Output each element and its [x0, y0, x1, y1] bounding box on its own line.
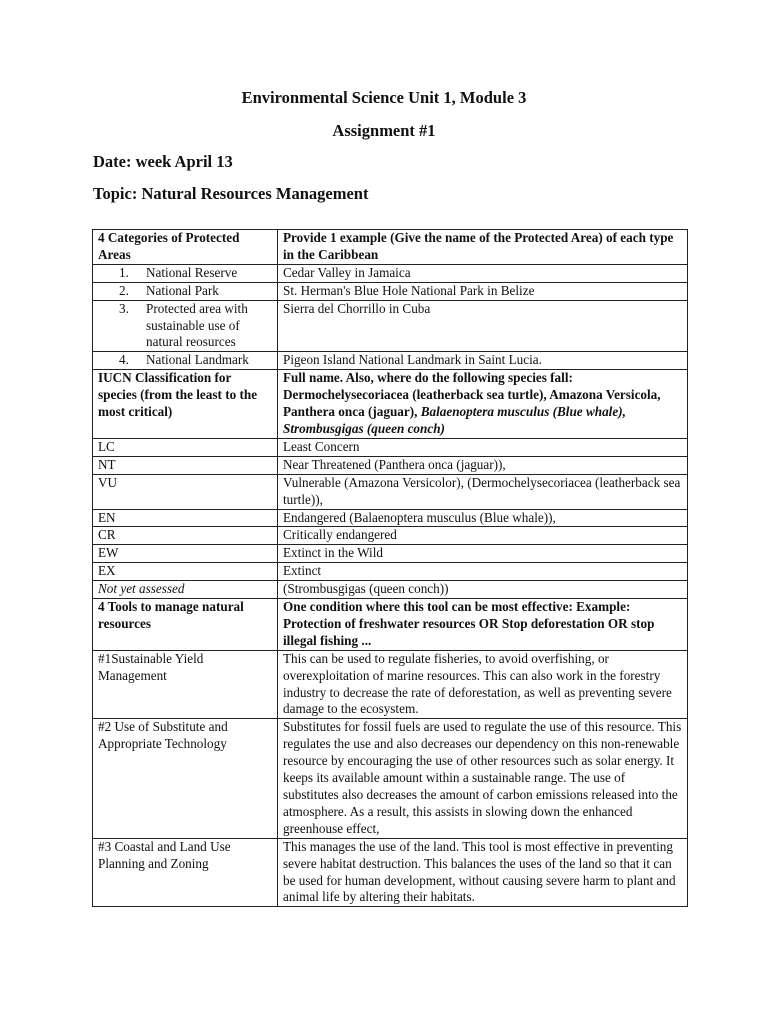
protected-area-example: Pigeon Island National Landmark in Saint Lucia. [278, 352, 688, 370]
protected-area-category [93, 352, 278, 370]
iucn-code: Not yet assessed [93, 581, 278, 599]
table-row [93, 230, 688, 265]
table-row [93, 719, 688, 838]
table-row [93, 563, 688, 581]
table-row [93, 650, 688, 719]
iucn-description: Extinct [278, 563, 688, 581]
assignment-table [92, 229, 688, 907]
tool-description: This can be used to regulate fisheries, to avoid overfishing, or overexploitation of marine resources. This can also work in the forestry industry to decrease the rate of deforestation, as well as preventing severe damage to the ecosystem. [278, 650, 688, 719]
category-label: National Reserve [146, 264, 238, 280]
table-row [93, 509, 688, 527]
table-row [93, 264, 688, 282]
iucn-header-italic-text: Balaenoptera musculus (Blue whale), Strombusgigas (queen conch) [283, 404, 626, 436]
table-row [93, 300, 688, 352]
iucn-code: NT [93, 456, 278, 474]
iucn-header-text: Full name. Also, where do the following species fall: Dermochelysecoriacea (leatherback sea turtle), Amazona Versicola, Panthera onca (jaguar), [283, 370, 661, 420]
category-label: National Park [146, 282, 219, 298]
protected-areas-header-left: 4 Categories of Protected Areas [93, 230, 278, 265]
iucn-description: Least Concern [278, 438, 688, 456]
list-number: 4. [119, 352, 129, 368]
category-label: National Landmark [146, 352, 249, 368]
assignment-topic: Topic: Natural Resources Management [93, 184, 369, 203]
assignment-date: Date: week April 13 [93, 152, 233, 171]
protected-area-example: Sierra del Chorrillo in Cuba [278, 300, 688, 352]
list-number: 2. [119, 282, 129, 298]
table-row [93, 282, 688, 300]
iucn-description: Critically endangered [278, 527, 688, 545]
iucn-description: (Strombusgigas (queen conch)) [278, 581, 688, 599]
table-row [93, 545, 688, 563]
table-row [93, 352, 688, 370]
protected-area-category [93, 264, 278, 282]
iucn-description: Vulnerable (Amazona Versicolor), (Dermochelysecoriacea (leatherback sea turtle)), [278, 474, 688, 509]
iucn-code: VU [93, 474, 278, 509]
iucn-code: LC [93, 438, 278, 456]
protected-area-category [93, 282, 278, 300]
protected-areas-header-right: Provide 1 example (Give the name of the Protected Area) of each type in the Caribbean [278, 230, 688, 265]
assignment-number: Assignment #1 [332, 121, 436, 140]
tools-header-left: 4 Tools to manage natural resources [93, 599, 278, 651]
iucn-code: EN [93, 509, 278, 527]
tool-name: #2 Use of Substitute and Appropriate Technology [93, 719, 278, 838]
iucn-code: EW [93, 545, 278, 563]
table-row [93, 438, 688, 456]
iucn-description: Near Threatened (Panthera onca (jaguar)), [278, 456, 688, 474]
iucn-code: CR [93, 527, 278, 545]
protected-area-category [93, 300, 278, 352]
table-row [93, 456, 688, 474]
table-row [93, 599, 688, 651]
category-label: Protected area with sustainable use of natural reosurces [146, 300, 248, 350]
iucn-description: Endangered (Balaenoptera musculus (Blue whale)), [278, 509, 688, 527]
iucn-header-left: IUCN Classification for species (from the least to the most critical) [93, 370, 278, 439]
iucn-header-right [278, 370, 688, 439]
table-row [93, 370, 688, 439]
protected-area-example: St. Herman's Blue Hole National Park in Belize [278, 282, 688, 300]
list-number: 1. [119, 264, 129, 280]
tool-description: Substitutes for fossil fuels are used to regulate the use of this resource. This regulates the use and also decreases our dependency on this non-renewable resource by encouraging the use of other resources such as solar energy. It keeps its available amount within a sustainable range. The use of substitutes also decreases the amount of carbon emissions released into the atmosphere. As a result, this assists in slowing down the enhanced greenhouse effect, [278, 719, 688, 838]
iucn-code: EX [93, 563, 278, 581]
document-title: Environmental Science Unit 1, Module 3 [241, 88, 527, 107]
tool-description: This manages the use of the land. This tool is most effective in preventing severe habitat destruction. This balances the uses of the land so that it can be used for human development, without causing severe harm to plant and animal life by altering their habitats. [278, 838, 688, 907]
iucn-description: Extinct in the Wild [278, 545, 688, 563]
protected-area-example: Cedar Valley in Jamaica [278, 264, 688, 282]
table-row [93, 527, 688, 545]
table-row [93, 474, 688, 509]
table-row [93, 581, 688, 599]
tool-name: #1Sustainable Yield Management [93, 650, 278, 719]
tools-header-right: One condition where this tool can be most effective: Example: Protection of freshwater resources OR Stop deforestation OR stop illegal fishing ... [278, 599, 688, 651]
list-number: 3. [119, 300, 129, 316]
table-row [93, 838, 688, 907]
tool-name: #3 Coastal and Land Use Planning and Zoning [93, 838, 278, 907]
